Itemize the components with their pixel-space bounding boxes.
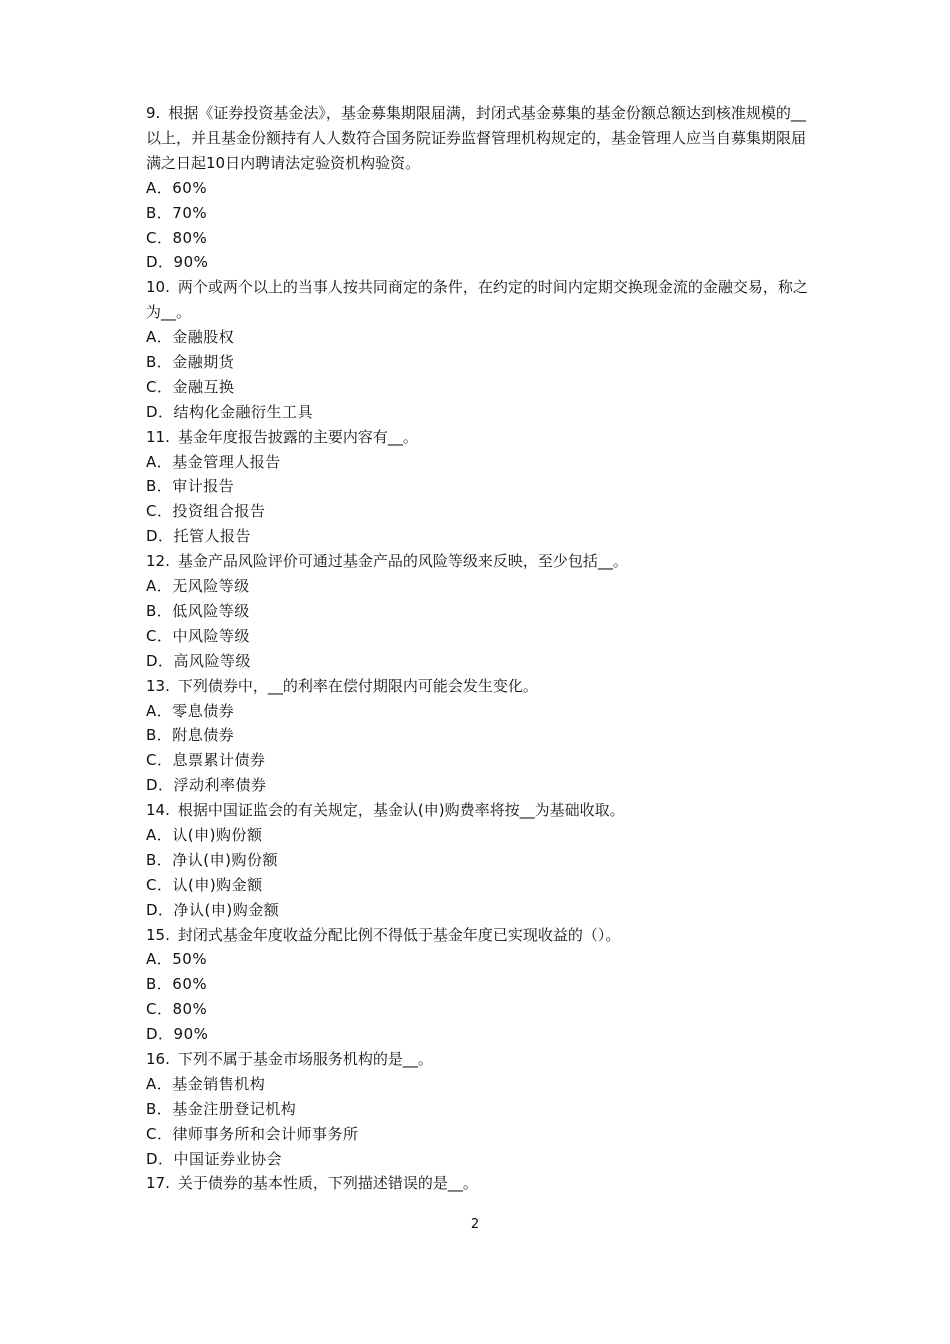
answer-option: D．浮动利率债券 <box>146 776 267 795</box>
question-stem <box>146 1171 814 1196</box>
answer-option: C．80% <box>146 228 208 247</box>
answer-option: D．净认(申)购金额 <box>146 900 280 919</box>
answer-option: A．基金销售机构 <box>146 1074 266 1093</box>
answer-option: C．认(申)购金额 <box>146 875 263 894</box>
answer-option: A．50% <box>146 950 208 969</box>
answer-option: D．结构化金融衍生工具 <box>146 402 314 421</box>
question-number: 11. <box>146 427 170 446</box>
question-number: 14. <box>146 801 170 820</box>
question-stem <box>146 549 814 574</box>
question-text: 下列债券中，__的利率在偿付期限内可能会发生变化。 <box>177 676 538 695</box>
question-list <box>146 101 814 1196</box>
question-text: 两个或两个以上的当事人按共同商定的条件，在约定的时间内定期交换现金流的金融交易，称之为__。 <box>146 278 808 322</box>
answer-option: A．无风险等级 <box>146 577 250 596</box>
question-number: 17. <box>146 1174 170 1193</box>
answer-option: D．托管人报告 <box>146 527 252 546</box>
answer-option: C．息票累计债券 <box>146 751 266 770</box>
question-text: 基金年度报告披露的主要内容有__。 <box>177 427 418 446</box>
answer-option: B．低风险等级 <box>146 601 250 620</box>
question-number: 9. <box>146 104 161 122</box>
question-text: 封闭式基金年度收益分配比例不得低于基金年度已实现收益的（）。 <box>177 925 621 944</box>
answer-option: B．60% <box>146 975 208 994</box>
question-text: 根据《证券投资基金法》，基金募集期限届满，封闭式基金募集的基金份额总额达到核准规模的__以上，并且基金份额持有人人数符合国务院证券监督管理机构规定的，基金管理人应当自募集期限届满之日起10日内聘请法定验资机构验资。 <box>146 104 807 172</box>
question-text: 根据中国证监会的有关规定，基金认(申)购费率将按__为基础收取。 <box>177 801 625 820</box>
answer-option: C．投资组合报告 <box>146 502 266 521</box>
answer-option: A．认(申)购份额 <box>146 825 263 844</box>
question-stem <box>146 1047 814 1072</box>
question-stem <box>146 923 814 948</box>
question-stem <box>146 101 814 176</box>
answer-option: B．附息债券 <box>146 726 235 745</box>
answer-option: D．高风险等级 <box>146 651 252 670</box>
answer-option: D．中国证券业协会 <box>146 1149 283 1168</box>
answer-option: B．净认(申)购份额 <box>146 850 278 869</box>
question-number: 16. <box>146 1050 170 1068</box>
question-number: 15. <box>146 925 170 944</box>
answer-option: B．金融期货 <box>146 352 235 371</box>
question-stem <box>146 798 814 823</box>
question-text: 基金产品风险评价可通过基金产品的风险等级来反映，至少包括__。 <box>177 552 628 571</box>
question-text: 下列不属于基金市场服务机构的是__。 <box>177 1050 433 1068</box>
page-number: 2 <box>470 1217 480 1232</box>
answer-option: D．90% <box>146 253 209 272</box>
answer-option: A．零息债券 <box>146 701 235 720</box>
answer-option: C．80% <box>146 1000 208 1019</box>
question-stem <box>146 275 814 325</box>
answer-option: B．审计报告 <box>146 477 235 496</box>
question-number: 13. <box>146 676 170 695</box>
answer-option: C．律师事务所和会计师事务所 <box>146 1124 359 1143</box>
answer-option: D．90% <box>146 1025 209 1044</box>
answer-option: A．金融股权 <box>146 328 235 347</box>
answer-option: C．中风险等级 <box>146 626 250 645</box>
answer-option: B．基金注册登记机构 <box>146 1099 297 1118</box>
question-number: 10. <box>146 278 170 297</box>
answer-option: C．金融互换 <box>146 377 235 396</box>
question-stem <box>146 425 814 450</box>
answer-option: B．70% <box>146 203 208 222</box>
question-text: 关于债券的基本性质，下列描述错误的是__。 <box>177 1174 478 1193</box>
answer-option: A．基金管理人报告 <box>146 452 281 471</box>
question-number: 12. <box>146 552 170 571</box>
answer-option: A．60% <box>146 178 208 197</box>
question-stem <box>146 674 814 699</box>
